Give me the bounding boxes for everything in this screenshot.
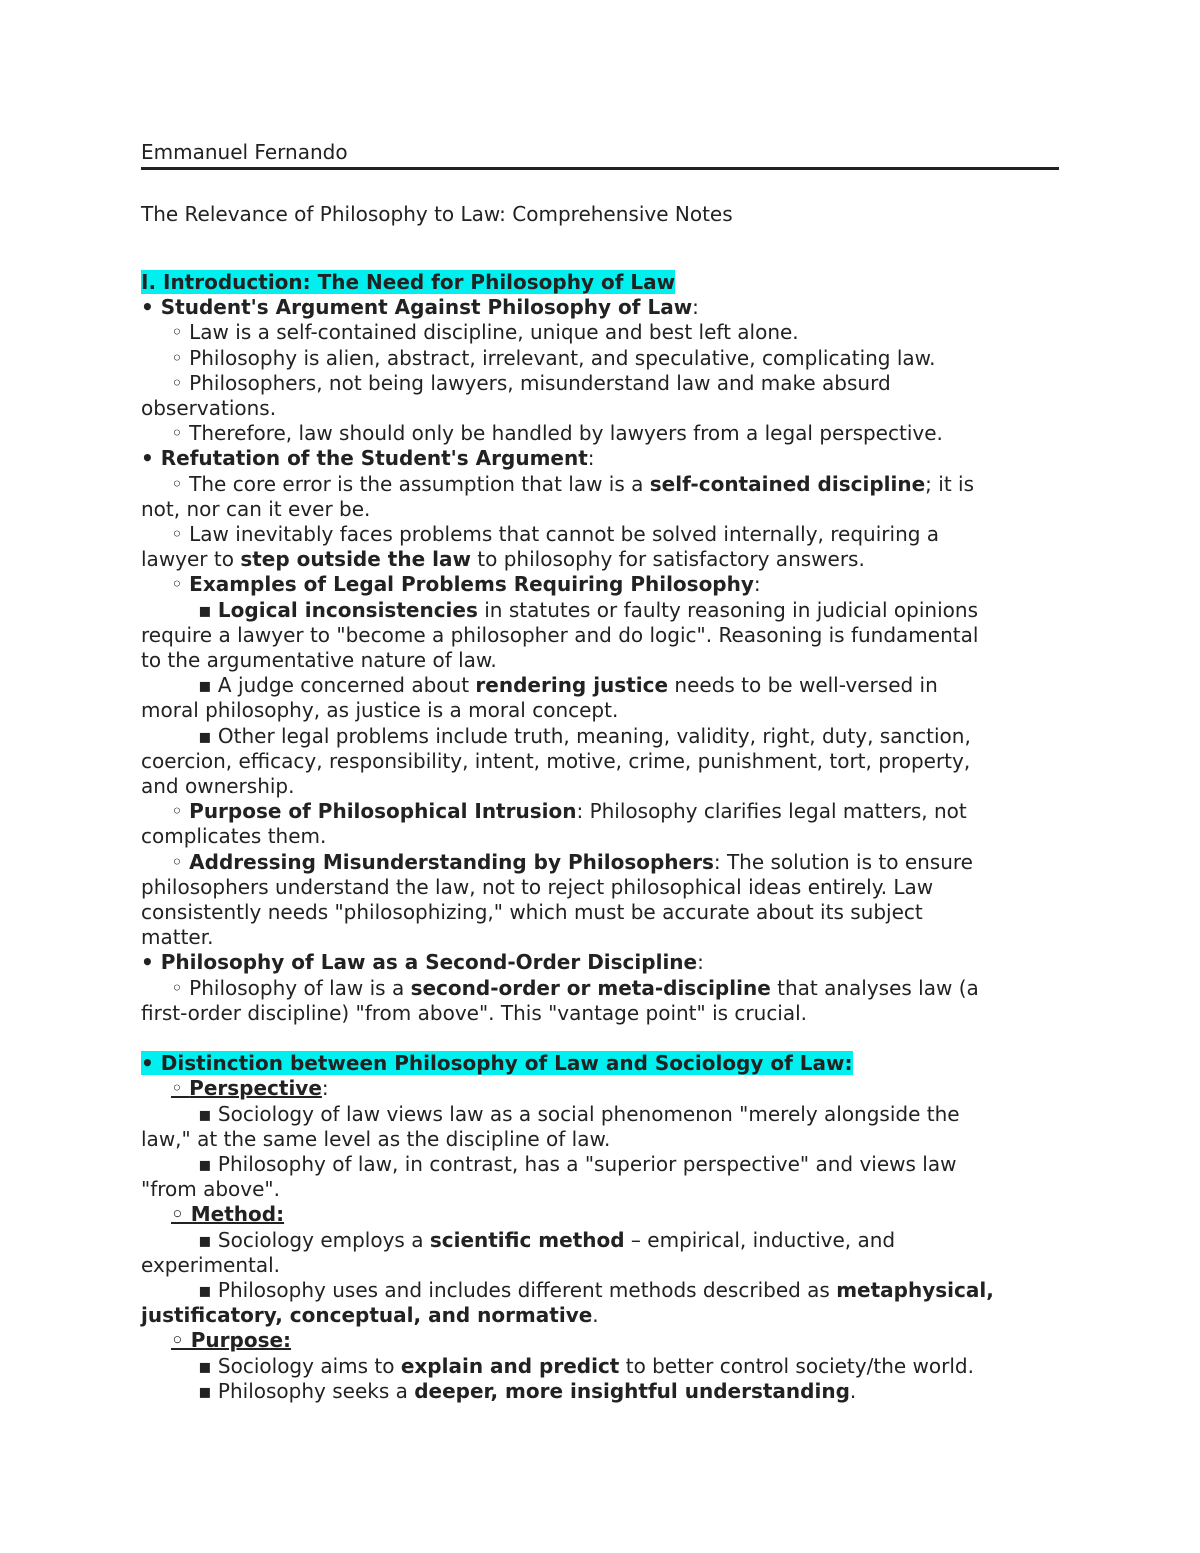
detail-item: ▪ Philosophy of law, in contrast, has a "superior perspective" and views law — [198, 1151, 957, 1176]
sub-point: ◦ Law inevitably faces problems that cannot be solved internally, requiring a — [171, 522, 940, 547]
sub-point: ◦ The core error is the assumption that law is a self-contained discipline; it is — [171, 471, 974, 496]
sub-point-continued: consistently needs "philosophizing," which must be accurate about its subject — [141, 900, 923, 925]
example-item-continued: and ownership. — [141, 774, 295, 799]
detail-item: ▪ Sociology of law views law as a social phenomenon "merely alongside the — [198, 1101, 960, 1126]
sub-point-continued: observations. — [141, 396, 277, 421]
author-name: Emmanuel Fernando — [141, 138, 1059, 170]
detail-item: ▪ Philosophy uses and includes different methods described as metaphysical, — [198, 1277, 994, 1302]
subheading-purpose: ◦ Purpose: — [171, 1328, 292, 1353]
detail-item-continued: law," at the same level as the discipline of law. — [141, 1126, 611, 1151]
example-item-continued: to the argumentative nature of law. — [141, 648, 497, 673]
sub-point-examples: ◦ Examples of Legal Problems Requiring Philosophy: — [171, 572, 761, 597]
example-item-continued: require a lawyer to "become a philosopher and do logic". Reasoning is fundamental — [141, 622, 979, 647]
subheading-method: ◦ Method: — [171, 1202, 285, 1227]
bullet-label: Student's Argument Against Philosophy of Law — [160, 295, 693, 320]
sub-point-continued: first-order discipline) "from above". This "vantage point" is crucial. — [141, 1000, 808, 1025]
sub-point: ◦ Purpose of Philosophical Intrusion: Philosophy clarifies legal matters, not — [171, 799, 967, 824]
section-heading — [141, 270, 1059, 295]
detail-item-continued: justificatory, conceptual, and normative. — [141, 1303, 599, 1328]
detail-item: ▪ Sociology aims to explain and predict to better control society/the world. — [198, 1353, 974, 1378]
sub-point: ◦ Philosophers, not being lawyers, misunderstand law and make absurd — [171, 370, 891, 395]
sub-point-continued: matter. — [141, 925, 214, 950]
detail-item-continued: "from above". — [141, 1177, 280, 1202]
bullet-label: Refutation of the Student's Argument — [160, 446, 588, 471]
highlighted-heading: • Distinction between Philosophy of Law and Sociology of Law: — [141, 1051, 853, 1076]
sub-point-continued: complicates them. — [141, 824, 327, 849]
document-title: The Relevance of Philosophy to Law: Comprehensive Notes — [141, 202, 733, 226]
detail-item: ▪ Philosophy seeks a deeper, more insightful understanding. — [198, 1378, 857, 1403]
example-item: ▪ Other legal problems include truth, meaning, validity, right, duty, sanction, — [198, 723, 971, 748]
sub-point-continued: philosophers understand the law, not to reject philosophical ideas entirely. Law — [141, 874, 934, 899]
example-item: ▪ A judge concerned about rendering justice needs to be well-versed in — [198, 673, 938, 698]
sub-point-continued: not, nor can it ever be. — [141, 496, 371, 521]
sub-point: ◦ Law is a self-contained discipline, unique and best left alone. — [171, 320, 799, 345]
section-heading — [141, 1051, 1059, 1076]
example-item: ▪ Logical inconsistencies in statutes or faulty reasoning in judicial opinions — [198, 597, 978, 622]
bullet-second-order: • Philosophy of Law as a Second-Order Discipline: — [141, 950, 704, 975]
detail-item: ▪ Sociology employs a scientific method – empirical, inductive, and — [198, 1227, 896, 1252]
highlighted-heading: I. Introduction: The Need for Philosophy of Law — [141, 270, 676, 294]
bullet-label: Philosophy of Law as a Second-Order Discipline — [160, 950, 698, 975]
bullet-student-argument: • Student's Argument Against Philosophy of Law: — [141, 295, 699, 320]
sub-point: ◦ Addressing Misunderstanding by Philosophers: The solution is to ensure — [171, 849, 973, 874]
detail-item-continued: experimental. — [141, 1252, 281, 1277]
sub-point: ◦ Therefore, law should only be handled by lawyers from a legal perspective. — [171, 421, 943, 446]
sub-point: ◦ Philosophy is alien, abstract, irrelevant, and speculative, complicating law. — [171, 345, 936, 370]
sub-point-continued: lawyer to step outside the law to philosophy for satisfactory answers. — [141, 547, 865, 572]
document-page — [141, 138, 1059, 1404]
example-item-continued: coercion, efficacy, responsibility, intent, motive, crime, punishment, tort, property, — [141, 748, 971, 773]
subheading-perspective: ◦ Perspective: — [171, 1076, 329, 1101]
example-item-continued: moral philosophy, as justice is a moral concept. — [141, 698, 619, 723]
sub-point: ◦ Philosophy of law is a second-order or meta-discipline that analyses law (a — [171, 975, 979, 1000]
bullet-refutation: • Refutation of the Student's Argument: — [141, 446, 595, 471]
